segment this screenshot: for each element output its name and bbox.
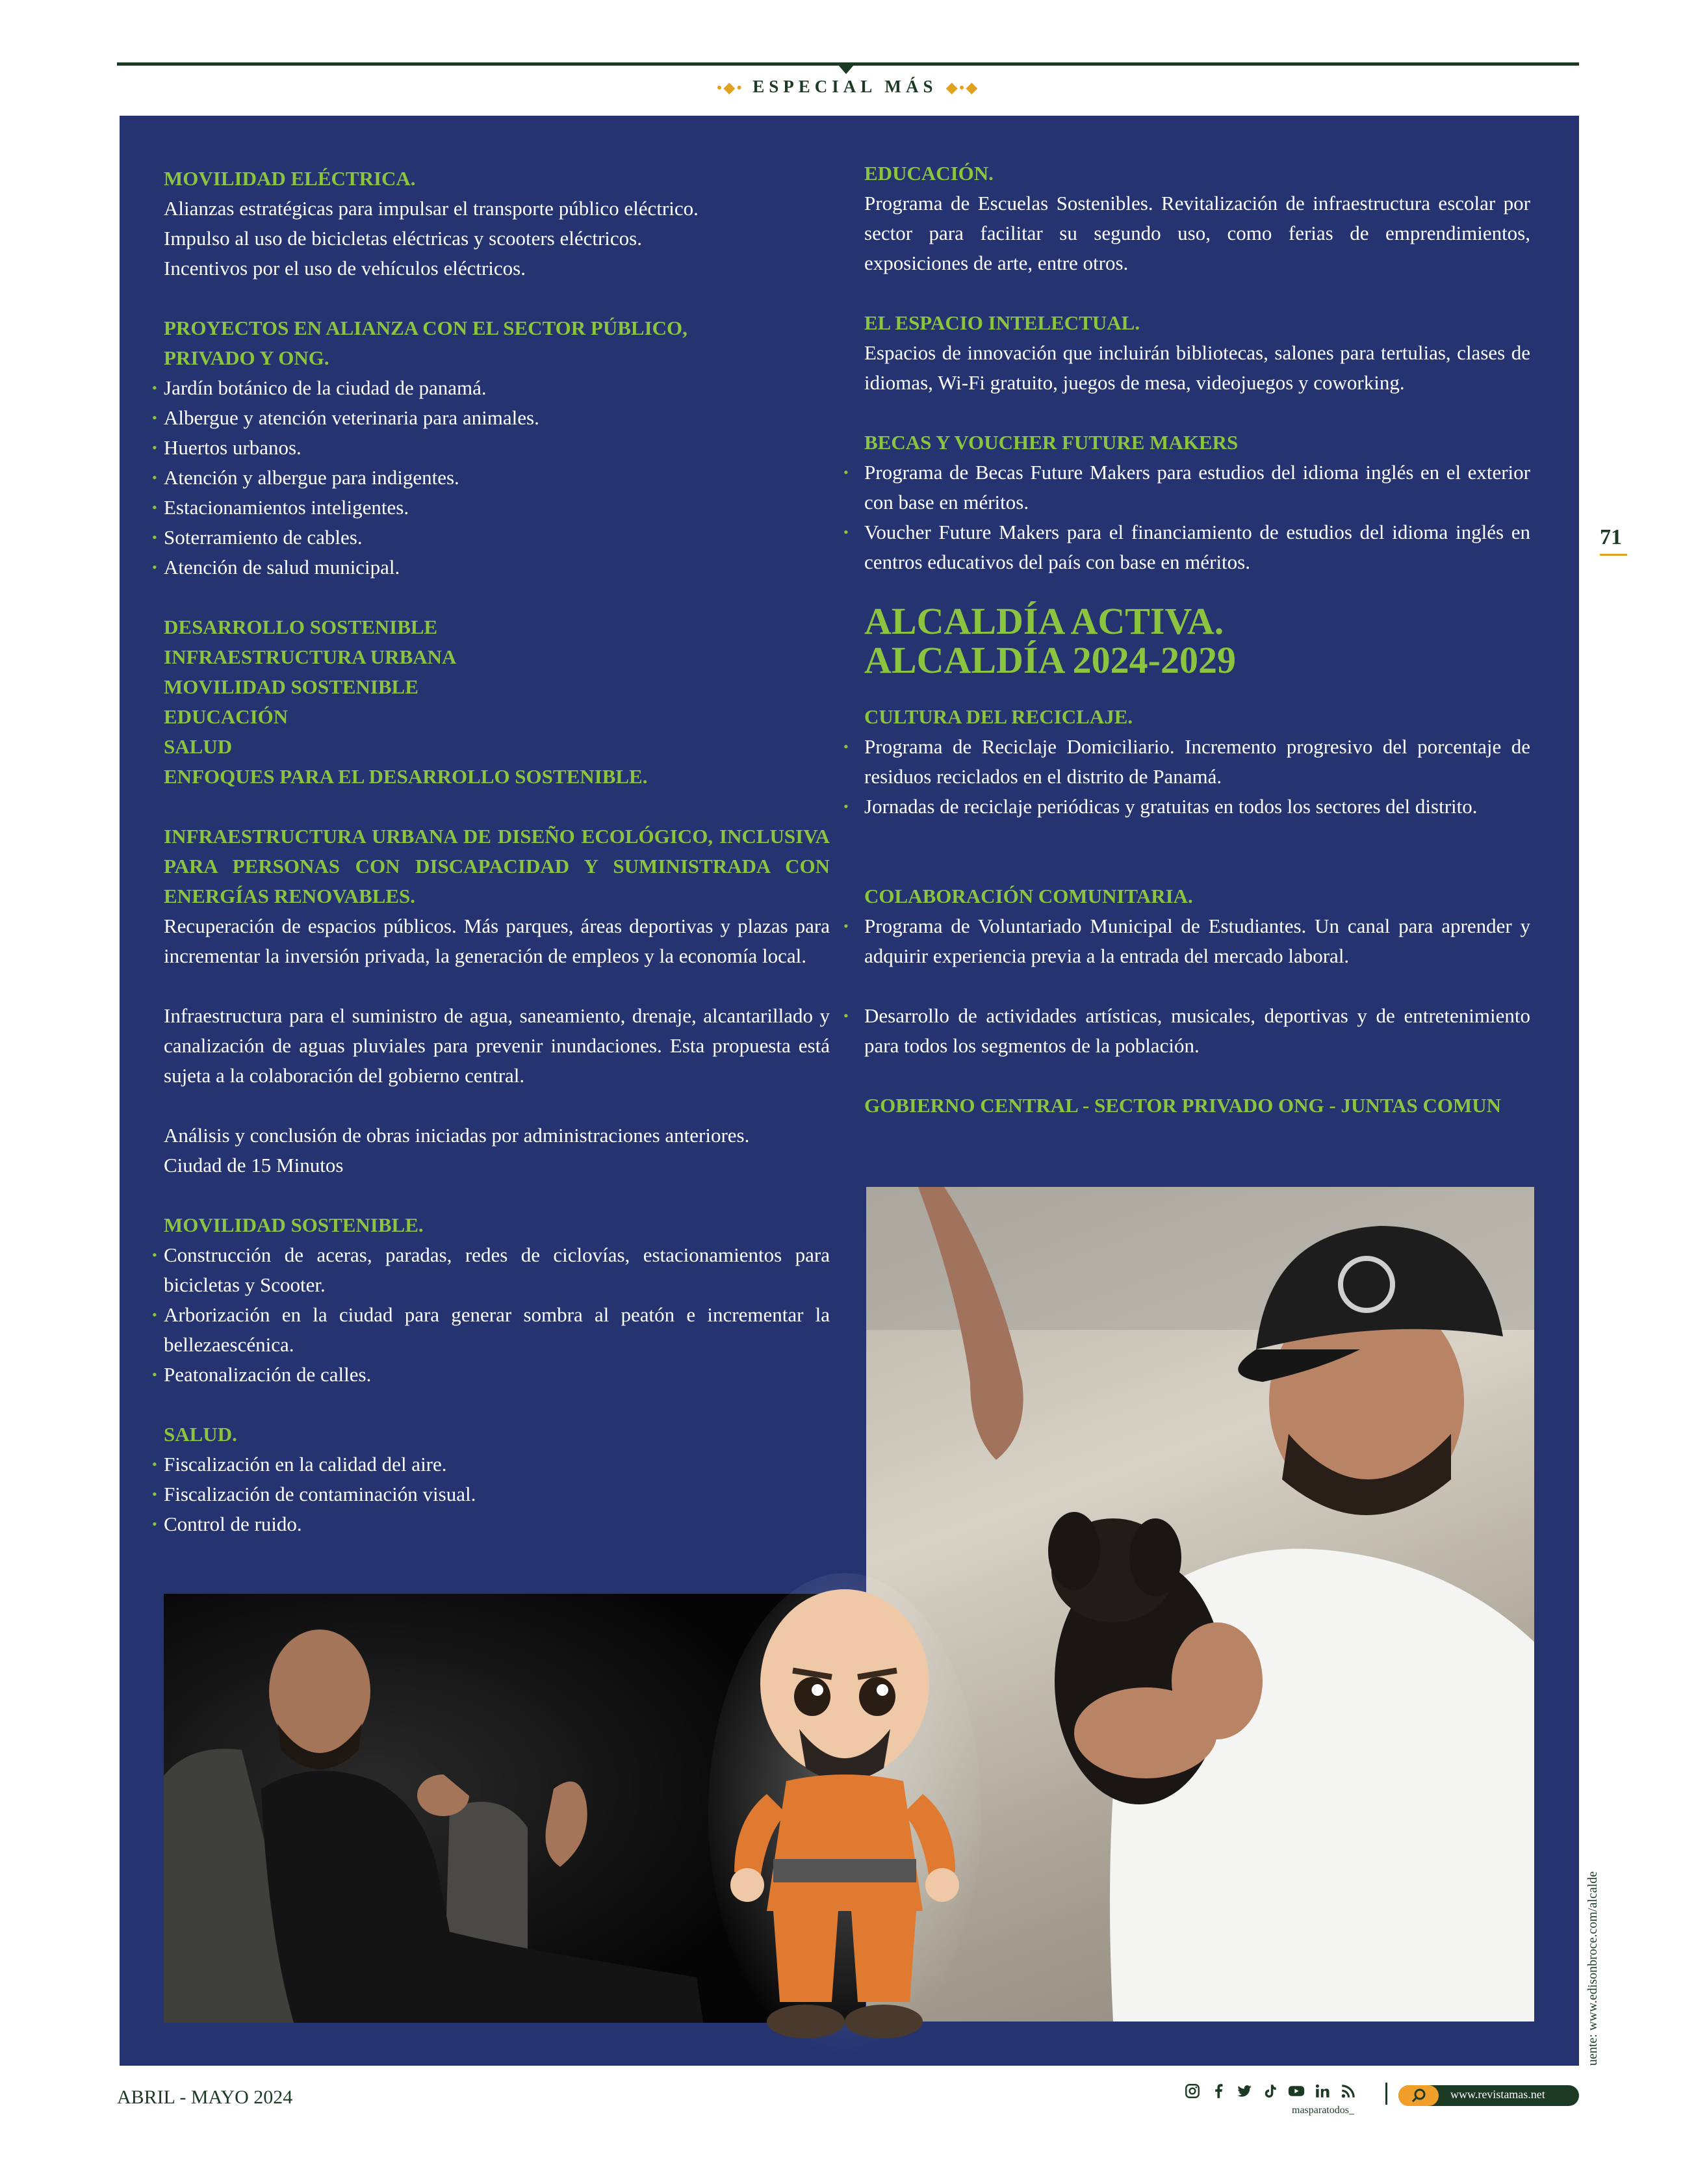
page-number: 71 [1600, 525, 1622, 549]
linkedin-icon[interactable] [1314, 2083, 1331, 2100]
heading-movilidad-sostenible: MOVILIDAD SOSTENIBLE. [164, 1214, 424, 1236]
search-button[interactable] [1398, 2085, 1439, 2106]
heading-movilidad-electrica: MOVILIDAD ELÉCTRICA. [164, 167, 416, 190]
list-item: • Peatonalización de calles. [164, 1360, 830, 1390]
list-item: • Desarrollo de actividades artísticas, musicales, deportivas y de entretenimiento para todos los segmentos de la población. [864, 1001, 1530, 1061]
list-item: • Voucher Future Makers para el financiamiento de estudios del idioma inglés en centros educativos del país con base en méritos. [864, 517, 1530, 577]
list-item: • Soterramiento de cables. [164, 523, 830, 552]
facebook-icon[interactable] [1210, 2083, 1227, 2100]
list-item: • Fiscalización de contaminación visual. [164, 1479, 830, 1509]
heading-salud: SALUD. [164, 1423, 237, 1446]
list-item: • Huertos urbanos. [164, 433, 830, 463]
eje-heading: ENFOQUES PARA EL DESARROLLO SOSTENIBLE. [164, 765, 648, 788]
heading-colaboracion: COLABORACIÓN COMUNITARIA. [864, 885, 1193, 907]
section-tag-label: ESPECIAL MÁS [752, 77, 938, 96]
heading-espacio-intelectual: EL ESPACIO INTELECTUAL. [864, 311, 1140, 334]
website-pill[interactable] [1398, 2085, 1579, 2106]
twitter-icon[interactable] [1236, 2083, 1253, 2100]
line: Ciudad de 15 Minutos [164, 1154, 344, 1176]
eje-heading: MOVILIDAD SOSTENIBLE [164, 675, 418, 698]
heading-educacion: EDUCACIÓN. [864, 162, 994, 185]
section-tag [0, 77, 1696, 97]
right-column [864, 159, 1530, 1121]
mascot-figure [708, 1573, 981, 2054]
heading-proyectos-line2: PRIVADO Y ONG. [164, 346, 329, 369]
line: Análisis y conclusión de obras iniciadas por administraciones anteriores. [164, 1124, 750, 1147]
left-column [164, 164, 830, 1539]
paragraph: Infraestructura para el suministro de agua, saneamiento, drenaje, alcantarillado y canalización de aguas pluviales para prevenir inundaciones. Esta propuesta está sujeta a la colaboración del gobierno central. [164, 1004, 830, 1087]
eje-heading: INFRAESTRUCTURA URBANA [164, 645, 457, 668]
instagram-icon[interactable] [1184, 2083, 1201, 2100]
list-item: • Programa de Becas Future Makers para estudios del idioma inglés en el exterior con base en méritos. [864, 458, 1530, 517]
list-item: • Atención y albergue para indigentes. [164, 463, 830, 493]
photo-credit: uente: www.edisonbroce.com/alcalde [1586, 1871, 1600, 2066]
paragraph: Recuperación de espacios públicos. Más parques, áreas deportivas y plazas para incrementar la inversión privada, la generación de empleos y la economía local. [164, 915, 830, 967]
top-notch [838, 65, 854, 74]
list-item: • Fiscalización en la calidad del aire. [164, 1450, 830, 1479]
youtube-icon[interactable] [1288, 2083, 1305, 2100]
rss-icon[interactable] [1340, 2083, 1357, 2100]
heading-infraestructura: INFRAESTRUCTURA URBANA DE DISEÑO ECOLÓGICO, INCLUSIVA PARA PERSONAS CON DISCAPACIDAD Y SUMINISTRADA CON ENERGÍAS RENOVABLES. [164, 825, 830, 907]
eje-heading: EDUCACIÓN [164, 705, 289, 728]
list-item: • Arborización en la ciudad para generar sombra al peatón e incrementar la bellezaescénica. [164, 1300, 830, 1360]
eje-heading: SALUD [164, 735, 233, 758]
heading-becas: BECAS Y VOUCHER FUTURE MAKERS [864, 431, 1239, 454]
list-item: • Estacionamientos inteligentes. [164, 493, 830, 523]
heading-proyectos: PROYECTOS EN ALIANZA CON EL SECTOR PÚBLICO, [164, 317, 687, 339]
list-item: • Construcción de aceras, paradas, redes de ciclovías, estacionamientos para bicicletas y Scooter. [164, 1240, 830, 1300]
search-icon [1398, 2085, 1439, 2106]
list-item: • Programa de Reciclaje Domiciliario. Incremento progresivo del porcentaje de residuos reciclados en el distrito de Panamá. [864, 732, 1530, 792]
page-number-rule [1600, 554, 1627, 556]
section-tag-dots-right: ◆•◆ [946, 79, 979, 96]
line: Alianzas estratégicas para impulsar el transporte público eléctrico. [164, 197, 699, 220]
eje-heading: DESARROLLO SOSTENIBLE [164, 616, 438, 638]
list-item: • Control de ruido. [164, 1509, 830, 1539]
footer-date: ABRIL - MAYO 2024 [117, 2086, 293, 2108]
list-item: • Programa de Voluntariado Municipal de Estudiantes. Un canal para aprender y adquirir experiencia previa a la entrada del mercado laboral. [864, 911, 1530, 971]
list-item: • Jardín botánico de la ciudad de panamá. [164, 373, 830, 403]
heading-gobierno: GOBIERNO CENTRAL - SECTOR PRIVADO ONG - JUNTAS COMUN [864, 1094, 1502, 1117]
big-title-line2: ALCALDÍA 2024-2029 [864, 639, 1236, 681]
list-item: • Albergue y atención veterinaria para animales. [164, 403, 830, 433]
footer-separator [1385, 2083, 1387, 2105]
big-title-line1: ALCALDÍA ACTIVA. [864, 600, 1224, 642]
social-handle: masparatodos_ [1292, 2105, 1354, 2116]
social-icons [1184, 2083, 1357, 2100]
tiktok-icon[interactable] [1262, 2083, 1279, 2100]
heading-reciclaje: CULTURA DEL RECICLAJE. [864, 705, 1133, 728]
paragraph: Espacios de innovación que incluirán bibliotecas, salones para tertulias, clases de idiomas, Wi-Fi gratuito, juegos de mesa, videojuegos y coworking. [864, 341, 1530, 394]
line: Incentivos por el uso de vehículos eléctricos. [164, 257, 526, 280]
website-url[interactable]: www.revistamas.net [1450, 2088, 1545, 2101]
section-tag-dots-left: •◆• [717, 79, 744, 96]
line: Impulso al uso de bicicletas eléctricas y scooters eléctricos. [164, 227, 642, 250]
list-item: • Jornadas de reciclaje periódicas y gratuitas en todos los sectores del distrito. [864, 792, 1530, 822]
paragraph: Programa de Escuelas Sostenibles. Revitalización de infraestructura escolar por sector para facilitar su segundo uso, como ferias de emprendimientos, exposiciones de arte, entre otros. [864, 192, 1530, 274]
list-item: • Atención de salud municipal. [164, 552, 830, 582]
